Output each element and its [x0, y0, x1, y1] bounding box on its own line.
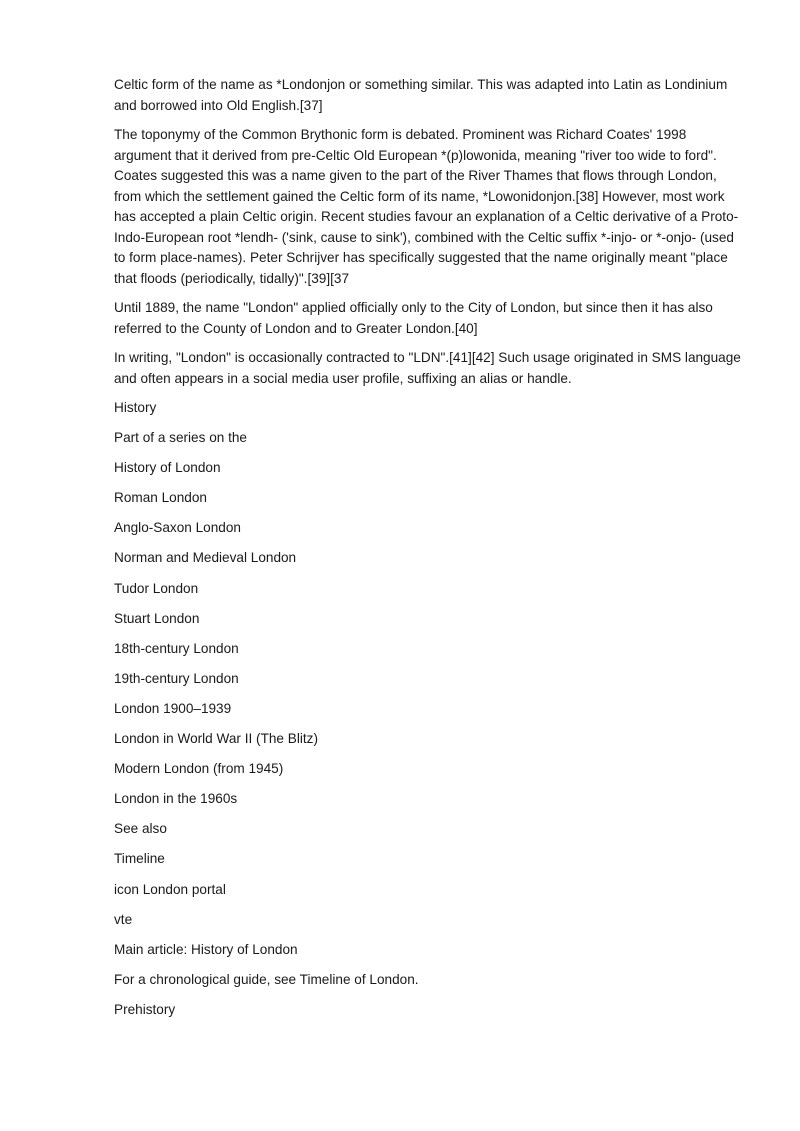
series-item: London 1900–1939 — [114, 700, 232, 716]
paragraph-toponymy: The toponymy of the Common Brythonic form is debated. Prominent was Richard Coates' 1998 argument that it derived from pre-Celtic Old European *(p)lowonida, meaning "river too wide to ford". Coates suggested this was a name given to the part of the River Thames that flows through London, from which the settlement gained the Celtic form of its name, *Lowonidonjon.[38] However, most work has accepted a plain Celtic origin. Recent studies favour an explanation of a Celtic derivative of a Proto-Indo-European root *lendh- ('sink, cause to sink'), combined with the Celtic suffix *-injo- or *-onjo- (used to form place-names). Peter Schrijver has specifically suggested that the name originally meant "place that floods (periodically, tidally)".[39][37 — [114, 127, 739, 286]
series-title: History of London — [114, 460, 221, 476]
series-item: 19th-century London — [114, 670, 239, 686]
series-item: London in the 1960s — [114, 791, 238, 807]
navbox-vte: vte — [114, 911, 133, 927]
chronological-guide-note: For a chronological guide, see Timeline of London. — [114, 971, 419, 987]
paragraph-ldn-abbreviation: In writing, "London" is occasionally contracted to "LDN".[41][42] Such usage originated in SMS language and often appears in a social media user profile, suffixing an alias or handle. — [114, 350, 741, 386]
series-item: Tudor London — [114, 580, 199, 596]
series-item: Stuart London — [114, 610, 200, 626]
paragraph-official-usage: Until 1889, the name "London" applied officially only to the City of London, but since then it has also referred to the County of London and to Greater London.[40] — [114, 300, 713, 336]
document-page — [114, 75, 742, 1030]
series-item: Roman London — [114, 490, 207, 506]
section-heading-prehistory: Prehistory — [114, 1001, 176, 1017]
series-intro-text: Part of a series on the — [114, 430, 247, 446]
main-article-note: Main article: History of London — [114, 941, 298, 957]
section-heading-history: History — [114, 400, 157, 415]
series-item: London in World War II (The Blitz) — [114, 731, 318, 747]
timeline-item: Timeline — [114, 851, 165, 867]
series-item: Modern London (from 1945) — [114, 761, 284, 777]
series-item: 18th-century London — [114, 640, 239, 656]
portal-item: icon London portal — [114, 881, 226, 897]
see-also-label: See also — [114, 821, 167, 837]
series-item: Norman and Medieval London — [114, 550, 297, 566]
series-item: Anglo-Saxon London — [114, 520, 241, 536]
paragraph-etymology-latin: Celtic form of the name as *Londonjon or something similar. This was adapted into Latin as Londinium and borrowed into Old English.[37] — [114, 77, 728, 113]
